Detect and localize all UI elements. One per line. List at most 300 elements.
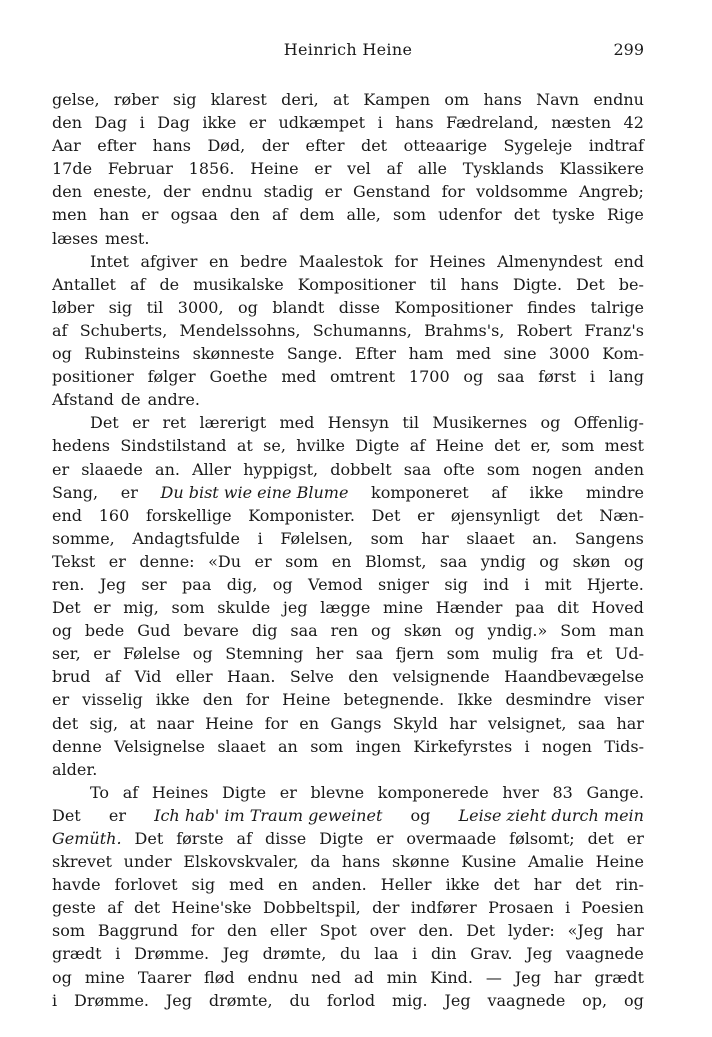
- word: saa: [577, 713, 606, 733]
- word: saa: [497, 367, 525, 387]
- word: havde: [52, 875, 101, 895]
- word: Stemning: [225, 644, 304, 664]
- word: en: [331, 551, 352, 571]
- word: denne:: [139, 551, 195, 571]
- word: Kind.: [430, 967, 473, 987]
- word: Fædreland,: [446, 113, 539, 133]
- word: Intet: [90, 251, 129, 271]
- text-line: [52, 850, 644, 873]
- word: Blomst,: [365, 551, 427, 571]
- word: er: [626, 829, 644, 848]
- word: Sindstilstand: [120, 436, 227, 456]
- text-line: [52, 111, 644, 134]
- word: for: [394, 251, 418, 271]
- word: ikke: [155, 690, 190, 710]
- word: alle,: [346, 205, 381, 225]
- text-line: [52, 712, 644, 735]
- word: Jeg: [99, 574, 126, 594]
- word: indtraf: [588, 136, 644, 156]
- text-line: [52, 88, 644, 111]
- word: Schumanns,: [312, 320, 412, 340]
- word: Du bist wie eine Blume: [160, 482, 349, 502]
- text-line: [52, 781, 644, 804]
- word: eneste,: [93, 182, 152, 202]
- text-line: [52, 458, 644, 481]
- text-line: [52, 157, 644, 180]
- word: og: [238, 297, 258, 317]
- word: Musikernes: [432, 413, 528, 433]
- word: hans: [460, 274, 499, 294]
- word: det: [575, 875, 602, 895]
- word: ret: [162, 413, 187, 433]
- text-line: [52, 411, 644, 434]
- word: an: [278, 736, 298, 756]
- word: «Jeg: [567, 921, 604, 941]
- word: gelse,: [52, 90, 100, 109]
- text-line: [52, 527, 644, 550]
- word: blandt: [272, 297, 325, 317]
- word: Heine: [595, 852, 644, 872]
- word: det: [360, 136, 388, 156]
- word: mest: [604, 436, 644, 456]
- word: i: [377, 113, 383, 133]
- running-title: Heinrich Heine: [283, 40, 413, 59]
- word: skønneste: [192, 344, 275, 364]
- word: Komponister.: [248, 505, 355, 525]
- word: Det: [576, 274, 605, 294]
- word: Kusine: [461, 852, 517, 872]
- word: den: [229, 205, 260, 225]
- word: af: [236, 829, 253, 848]
- text-line: [52, 758, 644, 781]
- word: ofte: [443, 459, 475, 479]
- word: som: [446, 644, 480, 664]
- word: hedens: [52, 436, 110, 456]
- text-line: [52, 342, 644, 365]
- word: er: [108, 551, 126, 571]
- word: af: [107, 898, 123, 918]
- word: med: [281, 367, 317, 387]
- word: 1700: [408, 367, 450, 387]
- word: paa: [515, 598, 545, 618]
- word: Prosaen: [488, 898, 554, 918]
- word: vel: [347, 159, 371, 179]
- word: men: [52, 205, 87, 225]
- word: sig: [444, 574, 468, 594]
- word: Gange.: [586, 782, 644, 802]
- word: nogen: [532, 459, 582, 479]
- word: det: [587, 829, 614, 848]
- word: end: [52, 505, 83, 525]
- word: ikke: [445, 875, 480, 895]
- word: med: [456, 344, 491, 364]
- word: dobbelt: [330, 459, 392, 479]
- word: Heine: [250, 159, 299, 179]
- text-line: [52, 573, 644, 596]
- word: i: [115, 944, 121, 964]
- word: og: [540, 413, 561, 433]
- word: med: [279, 413, 315, 433]
- word: saa: [355, 644, 384, 664]
- word: og: [410, 805, 431, 825]
- word: klarest: [210, 90, 267, 109]
- word: løber: [52, 297, 95, 317]
- word: ned: [311, 967, 342, 987]
- word: Hensyn: [327, 413, 390, 433]
- word: er: [141, 205, 159, 225]
- word: Digte: [319, 829, 364, 848]
- word: Hoved: [591, 598, 644, 618]
- page-number: 299: [613, 40, 644, 59]
- word: og: [52, 621, 72, 641]
- word: Februar: [107, 159, 173, 179]
- word: Kampen: [363, 90, 431, 109]
- word: under: [123, 852, 172, 872]
- word: saa: [290, 621, 318, 641]
- word: disse: [338, 297, 380, 317]
- word: Vemod: [308, 574, 363, 594]
- word: som: [392, 205, 426, 225]
- word: tyske: [552, 205, 595, 225]
- word: end: [613, 251, 644, 271]
- text-line: [52, 180, 644, 203]
- word: Elskovskvaler,: [183, 852, 299, 872]
- word: voldsomme: [476, 182, 568, 202]
- body-text: [52, 88, 644, 1012]
- word: an.: [532, 528, 558, 548]
- word: er: [52, 690, 70, 710]
- word: fra: [550, 644, 574, 664]
- word: Heine'ske: [171, 898, 252, 918]
- word: Jeg: [444, 990, 471, 1010]
- word: er: [376, 829, 394, 848]
- word: Kom-: [602, 344, 644, 364]
- word: er: [324, 182, 342, 202]
- word: Sang,: [52, 482, 99, 502]
- word: overmaade: [406, 829, 497, 848]
- word: forlovet: [114, 875, 178, 895]
- word: ad: [354, 967, 374, 987]
- word: i: [524, 574, 530, 594]
- word: Poesien: [581, 898, 644, 918]
- word: at: [129, 713, 146, 733]
- word: Rubinsteins: [84, 344, 181, 364]
- word: dem: [299, 205, 335, 225]
- text-line: [52, 919, 644, 942]
- word: og: [454, 621, 475, 641]
- word: hyppigst,: [243, 459, 319, 479]
- word: Kompositioner: [394, 297, 513, 317]
- word: 17de: [52, 159, 93, 179]
- word: velsignende: [392, 667, 490, 687]
- word: dig,: [226, 574, 258, 594]
- word: røber: [113, 90, 159, 109]
- text-line: [52, 365, 644, 388]
- word: i: [565, 898, 571, 918]
- text-line: [52, 481, 644, 504]
- word: næsten: [551, 113, 612, 133]
- word: har: [616, 713, 644, 733]
- word: Ud-: [614, 644, 644, 664]
- word: udenfor: [438, 205, 502, 225]
- word: an.: [155, 459, 180, 479]
- word: for: [264, 713, 288, 733]
- word: lang: [608, 367, 644, 387]
- word: og: [539, 551, 560, 571]
- word: 42: [623, 113, 644, 133]
- word: af: [52, 320, 68, 340]
- word: mindre: [586, 482, 644, 502]
- word: er: [52, 459, 70, 479]
- word: grædt: [52, 944, 102, 964]
- word: sig,: [89, 713, 119, 733]
- word: er: [254, 551, 272, 571]
- word: ingen: [355, 736, 402, 756]
- word: har: [616, 921, 644, 941]
- word: sig: [191, 875, 216, 895]
- word: Heine: [435, 436, 484, 456]
- word: Robert: [516, 320, 573, 340]
- word: den: [348, 667, 379, 687]
- word: viser: [604, 690, 644, 710]
- word: Dobbeltspil,: [262, 898, 361, 918]
- word: det: [134, 898, 161, 918]
- word: Heines: [151, 782, 209, 802]
- text-line: [52, 203, 644, 226]
- word: bevare: [183, 621, 239, 641]
- word: en: [208, 251, 229, 271]
- word: i: [52, 990, 58, 1010]
- word: otteaarige: [403, 136, 488, 156]
- word: en: [278, 875, 298, 895]
- word: yndig: [480, 551, 526, 571]
- word: drømte,: [262, 944, 327, 964]
- word: ind: [483, 574, 509, 594]
- word: en: [299, 713, 320, 733]
- word: det: [494, 436, 521, 456]
- word: forskellige: [145, 505, 232, 525]
- word: og: [623, 551, 644, 571]
- word: ikke: [202, 113, 237, 133]
- word: Heines: [429, 251, 486, 271]
- word: desmindre: [505, 690, 592, 710]
- word: Tysklands: [462, 159, 544, 179]
- word: skøn: [572, 551, 611, 571]
- word: har: [533, 875, 562, 895]
- word: Følelsen,: [280, 528, 353, 548]
- text-line: [52, 273, 644, 296]
- word: det: [513, 205, 540, 225]
- word: forlod: [326, 990, 376, 1010]
- word: for: [245, 690, 270, 710]
- word: Genstand: [353, 182, 431, 202]
- word: Efter: [354, 344, 397, 364]
- word: disse: [265, 829, 307, 848]
- text-line: [52, 942, 644, 965]
- word: 83: [552, 782, 573, 802]
- text-line: [52, 804, 644, 827]
- word: i: [589, 367, 595, 387]
- word: somme,: [52, 528, 115, 548]
- word: i: [524, 736, 530, 756]
- word: Aar: [52, 136, 81, 156]
- word: Navn: [536, 90, 580, 109]
- word: som: [486, 459, 520, 479]
- word: har: [421, 528, 449, 548]
- word: Ikke: [457, 690, 493, 710]
- text-line: [52, 296, 644, 319]
- text-line: [52, 619, 644, 642]
- word: —: [485, 967, 502, 987]
- word: Dag: [157, 113, 190, 133]
- word: Offenlig-: [573, 413, 644, 433]
- word: mine: [383, 598, 424, 618]
- word: læses: [52, 228, 99, 248]
- word: geste: [52, 898, 96, 918]
- text-line: [52, 735, 644, 758]
- word: 1856.: [188, 159, 235, 179]
- word: er: [314, 159, 332, 179]
- word: Jeg: [514, 967, 541, 987]
- word: vaagnede: [566, 944, 644, 964]
- word: af: [271, 205, 288, 225]
- word: som: [52, 921, 86, 941]
- word: eller: [175, 667, 213, 687]
- word: af: [386, 159, 402, 179]
- word: er: [132, 413, 150, 433]
- word: Antallet: [52, 274, 116, 294]
- word: din: [430, 944, 457, 964]
- word: og: [463, 367, 484, 387]
- word: skønne: [391, 852, 450, 872]
- word: Grav.: [470, 944, 513, 964]
- word: han: [99, 205, 130, 225]
- word: bede: [84, 621, 125, 641]
- word: min: [386, 967, 418, 987]
- word: Kompositioner: [297, 274, 416, 294]
- word: sig: [172, 90, 197, 109]
- word: Angreb;: [579, 182, 644, 202]
- word: et: [586, 644, 603, 664]
- word: og: [371, 621, 391, 641]
- word: og: [192, 644, 213, 664]
- word: visselig: [82, 690, 143, 710]
- word: Afstand: [52, 390, 114, 410]
- word: til: [429, 274, 447, 294]
- word: 160: [98, 505, 130, 525]
- word: det: [52, 713, 79, 733]
- word: da: [310, 852, 331, 872]
- word: flød: [204, 967, 235, 987]
- text-line: [52, 896, 644, 919]
- word: som: [285, 551, 319, 571]
- word: findes: [527, 297, 576, 317]
- word: stadig: [263, 182, 314, 202]
- word: blevne: [310, 782, 365, 802]
- word: se,: [263, 436, 286, 456]
- word: er: [93, 598, 111, 618]
- word: sniger: [377, 574, 429, 594]
- word: mulig: [492, 644, 539, 664]
- word: om: [444, 90, 470, 109]
- word: slaaede: [81, 459, 143, 479]
- text-line: [52, 665, 644, 688]
- word: Almenyndest: [497, 251, 603, 271]
- word: det: [556, 505, 583, 525]
- word: af: [129, 274, 146, 294]
- word: i: [139, 113, 145, 133]
- word: endnu: [593, 90, 644, 109]
- word: Maalestok: [298, 251, 383, 271]
- text-line: [52, 134, 644, 157]
- word: omtrent: [330, 367, 396, 387]
- word: Det: [52, 805, 81, 825]
- word: slaaet: [217, 736, 266, 756]
- word: her: [315, 644, 344, 664]
- word: har: [553, 967, 582, 987]
- word: paa: [182, 574, 212, 594]
- word: hvilke: [296, 436, 345, 456]
- word: til: [146, 297, 164, 317]
- word: dit: [557, 598, 579, 618]
- word: Gangs: [330, 713, 382, 733]
- word: den: [52, 113, 83, 133]
- word: og: [272, 574, 293, 594]
- word: 3000,: [177, 297, 224, 317]
- word: 3000: [549, 344, 590, 364]
- word: ogsaa: [170, 205, 218, 225]
- word: bedre: [240, 251, 288, 271]
- word: den: [52, 182, 83, 202]
- word: slaaet: [466, 528, 515, 548]
- word: brud: [52, 667, 91, 687]
- word: yndig.»: [487, 621, 548, 641]
- word: Spot: [319, 921, 357, 941]
- text-line: [52, 250, 644, 273]
- word: skulde: [217, 598, 271, 618]
- word: saa: [403, 459, 432, 479]
- word: der: [163, 182, 191, 202]
- word: har: [449, 713, 477, 733]
- word: Schuberts,: [79, 320, 168, 340]
- word: positioner: [52, 367, 134, 387]
- word: du: [289, 990, 310, 1010]
- text-line: [52, 873, 644, 896]
- word: efter: [97, 136, 137, 156]
- word: ser: [141, 574, 167, 594]
- word: eller: [269, 921, 307, 941]
- word: denne: [52, 736, 102, 756]
- word: Gemüth.: [52, 829, 122, 848]
- text-line: [52, 388, 644, 411]
- word: er: [417, 505, 435, 525]
- word: mit: [544, 574, 572, 594]
- word: Taarer: [137, 967, 192, 987]
- word: ser,: [52, 644, 81, 664]
- word: du: [340, 944, 361, 964]
- word: musikalske: [193, 274, 284, 294]
- word: skøn: [403, 621, 442, 641]
- word: hans: [152, 136, 191, 156]
- word: Mendelssohns,: [179, 320, 301, 340]
- word: Selve: [289, 667, 334, 687]
- word: velsignet,: [488, 713, 567, 733]
- word: Skyld: [392, 713, 438, 733]
- word: andre.: [147, 390, 200, 410]
- word: mig,: [123, 598, 159, 618]
- word: første: [176, 829, 224, 848]
- word: ikke: [529, 482, 564, 502]
